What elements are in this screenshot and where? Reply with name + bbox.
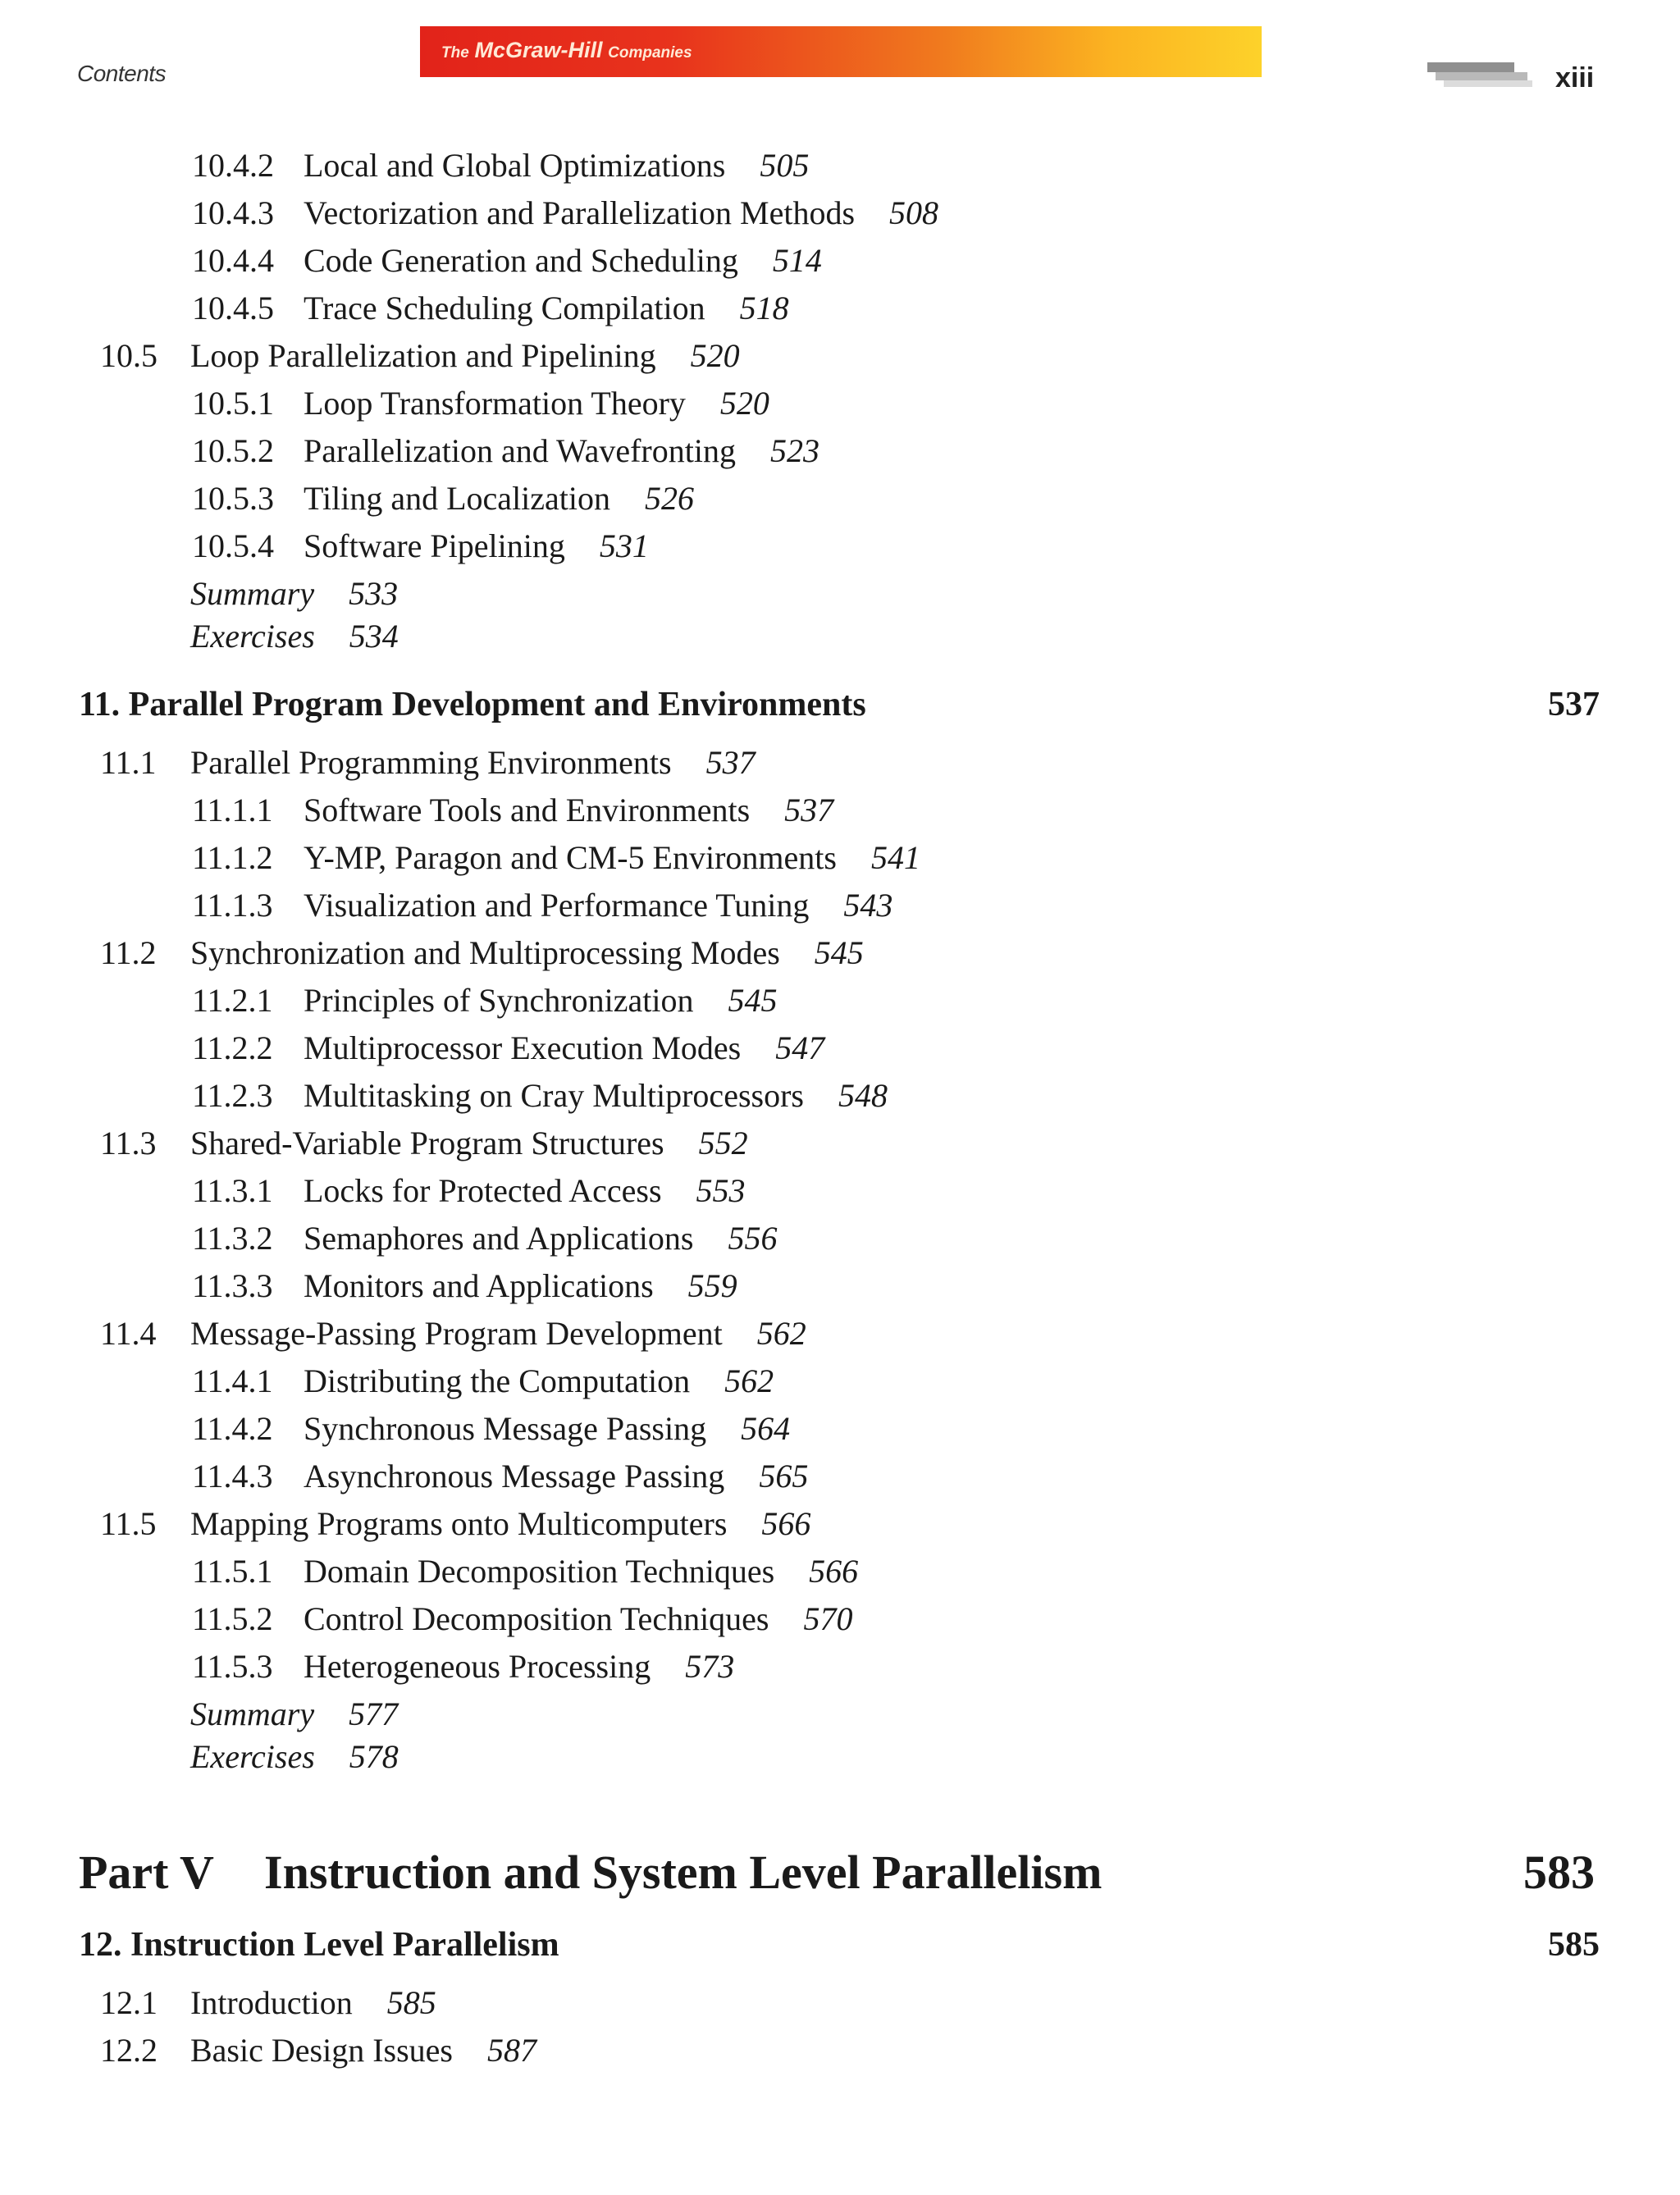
toc-entry-page: 552 <box>698 1125 748 1161</box>
chapter-title: 11. Parallel Program Development and Environments <box>79 686 866 723</box>
toc-entry-number: 12.1 <box>100 1984 158 2021</box>
chapter-page: 537 <box>1548 686 1600 723</box>
chapter-title: 12. Instruction Level Parallelism <box>79 1926 559 1964</box>
toc-entry-title: Parallelization and Wavefronting <box>304 432 736 469</box>
publisher-suffix: Companies <box>608 44 692 62</box>
toc-entry-page: 577 <box>349 1695 399 1732</box>
toc-entry-title: Exercises <box>190 1738 315 1775</box>
toc-entry-page: 578 <box>349 1738 399 1775</box>
toc-entry-page: 523 <box>769 432 819 469</box>
toc-entry-title: Message-Passing Program Development <box>190 1315 723 1352</box>
toc-entry-page: 566 <box>809 1553 859 1590</box>
toc-entry-title: Mapping Programs onto Multicomputers <box>190 1505 728 1542</box>
toc-entry-title: Synchronous Message Passing <box>304 1410 707 1447</box>
part-title: Instruction and System Level Parallelism <box>264 1846 1102 1899</box>
toc-entry-page: 587 <box>486 2032 536 2069</box>
toc-entry-title: Software Tools and Environments <box>304 792 751 828</box>
publisher-banner <box>420 26 1262 77</box>
toc-entry-page: 559 <box>687 1267 737 1304</box>
part-label: Part V <box>79 1846 214 1899</box>
toc-entry-number: 11.4.1 <box>192 1362 273 1399</box>
toc-entry-page: 541 <box>870 839 920 876</box>
toc-entry-number: 11.3.1 <box>192 1172 273 1209</box>
toc-entry-title: Local and Global Optimizations <box>304 147 726 184</box>
toc-entry-title: Locks for Protected Access <box>304 1172 662 1209</box>
toc-entry-page: 531 <box>599 527 649 564</box>
toc-entry-page: 518 <box>739 290 789 326</box>
toc-entry-number: 11.4.2 <box>192 1410 273 1447</box>
toc-entry-number: 11.2 <box>100 934 157 971</box>
toc-entry-number: 11.3 <box>100 1125 157 1161</box>
toc-entry-number: 10.5.3 <box>192 480 274 517</box>
toc-entry-title: Parallel Programming Environments <box>190 744 672 781</box>
toc-entry-number: 11.5 <box>100 1505 157 1542</box>
toc-entry-number: 11.1 <box>100 744 157 781</box>
toc-entry-number: 10.4.2 <box>192 147 274 184</box>
toc-entry-page: 565 <box>759 1458 809 1495</box>
toc-entry-page: 547 <box>775 1029 825 1066</box>
toc-entry-title: Software Pipelining <box>304 527 565 564</box>
toc-entry-page: 585 <box>386 1984 436 2021</box>
publisher-name: McGraw-Hill <box>474 38 603 62</box>
toc-entry-page: 573 <box>685 1648 735 1685</box>
toc-entry-page: 537 <box>784 792 834 828</box>
toc-entry-page: 548 <box>838 1077 888 1114</box>
toc-entry-number: 11.2.1 <box>192 982 273 1019</box>
toc-entry-page: 553 <box>696 1172 746 1209</box>
toc-entry-title: Heterogeneous Processing <box>304 1648 651 1685</box>
toc-entry-title: Vectorization and Parallelization Methods <box>304 194 856 231</box>
toc-entry-page: 505 <box>760 147 810 184</box>
toc-entry-title: Asynchronous Message Passing <box>304 1458 725 1495</box>
toc-entry-page: 556 <box>728 1220 778 1257</box>
toc-entry-title: Principles of Synchronization <box>304 982 694 1019</box>
toc-entry-number: 11.2.2 <box>192 1029 273 1066</box>
toc-entry-number: 10.4.3 <box>192 194 274 231</box>
toc-entry-number: 10.5.2 <box>192 432 274 469</box>
toc-entry-number: 12.2 <box>100 2032 158 2069</box>
toc-entry-title: Summary <box>190 1695 315 1732</box>
toc-entry-page: 562 <box>724 1362 774 1399</box>
toc-entry-title: Trace Scheduling Compilation <box>304 290 705 326</box>
toc-entry-number: 10.4.5 <box>192 290 274 326</box>
toc-entry-page: 537 <box>705 744 756 781</box>
toc-entry-number: 11.5.3 <box>192 1648 273 1685</box>
toc-entry-page: 520 <box>690 337 740 374</box>
toc-entry-page: 562 <box>756 1315 806 1352</box>
toc-entry-number: 10.5.1 <box>192 385 274 422</box>
toc-entry-number: 11.4 <box>100 1315 157 1352</box>
toc-entry-title: Synchronization and Multiprocessing Modes <box>190 934 780 971</box>
toc-entry-number: 10.5 <box>100 337 158 374</box>
toc-entry-title: Domain Decomposition Techniques <box>304 1553 775 1590</box>
toc-entry-title: Monitors and Applications <box>304 1267 654 1304</box>
toc-entry-title: Visualization and Performance Tuning <box>304 887 810 924</box>
toc-entry-page: 543 <box>843 887 893 924</box>
toc-entry-title: Y-MP, Paragon and CM-5 Environments <box>304 839 837 876</box>
toc-entry-number: 11.3.2 <box>192 1220 273 1257</box>
toc-entry-title: Tiling and Localization <box>304 480 611 517</box>
toc-entry-number: 11.4.3 <box>192 1458 273 1495</box>
toc-entry-title: Basic Design Issues <box>190 2032 453 2069</box>
toc-entry-number: 11.5.1 <box>192 1553 273 1590</box>
toc-entry-title: Multiprocessor Execution Modes <box>304 1029 742 1066</box>
toc-entry-number: 11.1.3 <box>192 887 273 924</box>
chapter-page: 585 <box>1548 1926 1600 1964</box>
toc-entry-number: 11.1.1 <box>192 792 273 828</box>
toc-entry-title: Multitasking on Cray Multiprocessors <box>304 1077 804 1114</box>
page-number-decoration <box>1427 62 1534 87</box>
toc-entry-title: Introduction <box>190 1984 353 2021</box>
toc-entry-title: Shared-Variable Program Structures <box>190 1125 664 1161</box>
running-header-section: Contents <box>77 61 167 86</box>
toc-entry-page: 520 <box>719 385 769 422</box>
toc-entry-page: 526 <box>645 480 695 517</box>
publisher-logo-text <box>441 38 692 63</box>
toc-entry-number: 11.5.2 <box>192 1600 273 1637</box>
toc-entry-title: Distributing the Computation <box>304 1362 691 1399</box>
toc-entry-page: 566 <box>761 1505 811 1542</box>
toc-entry-title: Control Decomposition Techniques <box>304 1600 769 1637</box>
toc-entry-page: 545 <box>728 982 778 1019</box>
part-page: 583 <box>1523 1846 1595 1899</box>
toc-entry-number: 11.1.2 <box>192 839 273 876</box>
toc-entry-title: Loop Transformation Theory <box>304 385 686 422</box>
toc-entry-page: 570 <box>803 1600 853 1637</box>
toc-entry-page: 508 <box>889 194 939 231</box>
toc-entry-title: Exercises <box>190 618 315 655</box>
toc-entry-title: Summary <box>190 575 315 612</box>
toc-entry-title: Code Generation and Scheduling <box>304 242 738 279</box>
toc-entry-page: 533 <box>349 575 399 612</box>
publisher-prefix: The <box>441 44 469 62</box>
toc-entry-number: 10.4.4 <box>192 242 274 279</box>
toc-entry-number: 11.2.3 <box>192 1077 273 1114</box>
toc-entry-number: 11.3.3 <box>192 1267 273 1304</box>
toc-entry-page: 564 <box>741 1410 791 1447</box>
toc-entry-page: 534 <box>349 618 399 655</box>
toc-entry-page: 514 <box>772 242 822 279</box>
page-number: xiii <box>1555 62 1595 94</box>
toc-entry-title: Loop Parallelization and Pipelining <box>190 337 656 374</box>
toc-entry-title: Semaphores and Applications <box>304 1220 694 1257</box>
toc-entry-page: 545 <box>814 934 864 971</box>
toc-entry-number: 10.5.4 <box>192 527 274 564</box>
